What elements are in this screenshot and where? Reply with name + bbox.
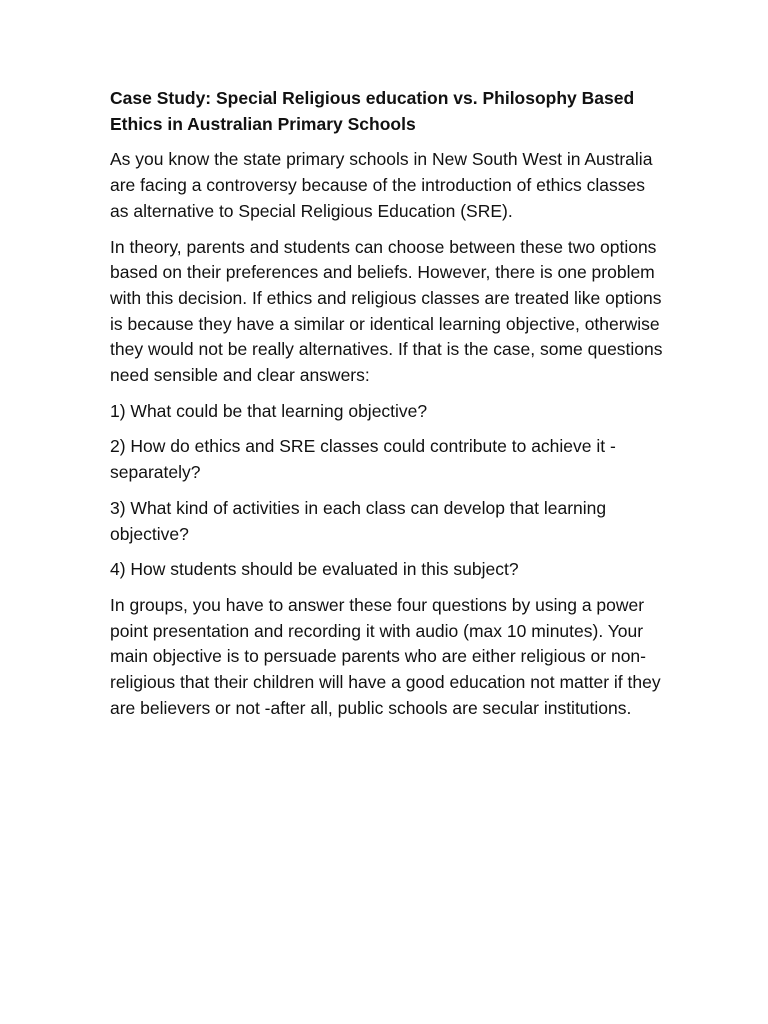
theory-paragraph: In theory, parents and students can choose between these two options based on their preferences and beliefs. However, there is one problem with this decision. If ethics and religious classes are treated like options is because they have a similar or identical learning objective, otherwise they would not be really alternatives. If that is the case, some questions need sensible and clear answers: (110, 236, 663, 386)
document-title: Case Study: Special Religious education vs. Philosophy Based Ethics in Australian Primary Schools (110, 88, 635, 134)
question-2: 2) How do ethics and SRE classes could contribute to achieve it - separately? (110, 436, 616, 483)
question-3: 3) What kind of activities in each class can develop that learning objective? (110, 497, 607, 544)
document-page (110, 86, 666, 731)
instructions-paragraph: In groups, you have to answer these four questions by using a power point presentation and recording it with audio (max 10 minutes). Your main objective is to persuade parents who are either religious or non-religious that their children will have a good education not matter if they are believers or not -after all, public schools are secular institutions. (110, 594, 661, 718)
question-1: 1) What could be that learning objective? (110, 400, 428, 421)
question-4: 4) How students should be evaluated in this subject? (110, 559, 519, 580)
intro-paragraph: As you know the state primary schools in New South West in Australia are facing a controversy because of the introduction of ethics classes as alternative to Special Religious Education (SRE). (110, 149, 653, 221)
